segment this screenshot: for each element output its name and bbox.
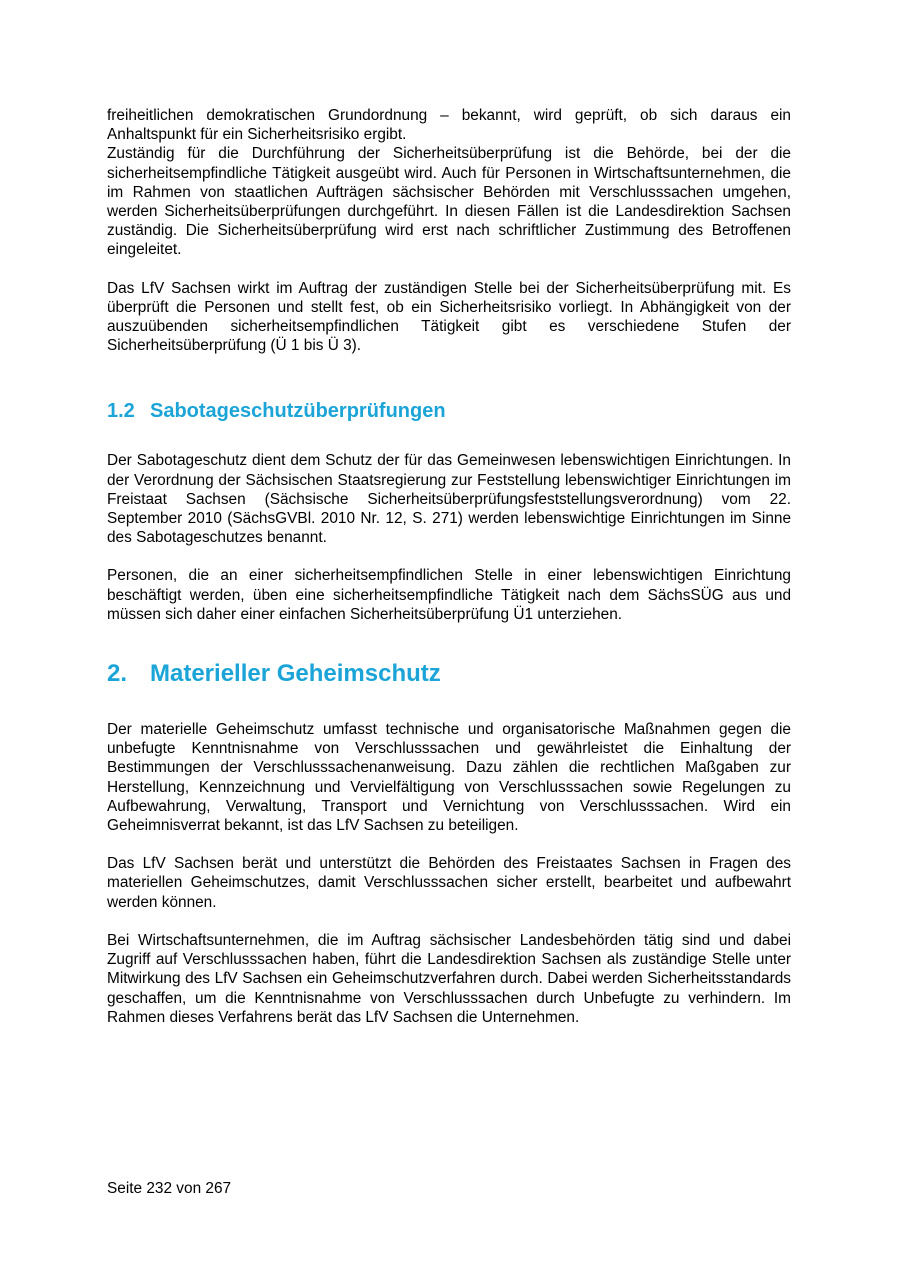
paragraph: Personen, die an einer sicherheitsempfindlichen Stelle in einer lebenswichtigen Einrichtung beschäftigt werden, üben eine sicherheitsempfindliche Tätigkeit nach dem SächsSÜG aus und müssen sich daher einer einfachen Sicherheitsüberprüfung Ü1 unterziehen. bbox=[107, 567, 791, 623]
paragraph: Der materielle Geheimschutz umfasst technische und organisatorische Maßnahmen gegen die unbefugte Kenntnisnahme von Verschlusssachen und gewährleistet die Einhaltung der Bestimmungen der Verschlusssachenanweisung. Dazu zählen die rechtlichen Maßgaben zur Herstellung, Kennzeichnung und Vervielfältigung von Verschlusssachen sowie Regelungen zu Aufbewahrung, Verwaltung, Transport und Vernichtung von Verschlusssachen. Wird ein Geheimnisverrat bekannt, ist das LfV Sachsen zu beteiligen. bbox=[107, 721, 791, 835]
paragraph: Das LfV Sachsen wirkt im Auftrag der zuständigen Stelle bei der Sicherheitsüberprüfung mit. Es überprüft die Personen und stellt fest, ob ein Sicherheitsrisiko vorliegt. In Abhängigkeit von der auszuübenden sicherheitsempfindlichen Tätigkeit gibt es verschiedene Stufen der Sicherheitsüberprüfung (Ü 1 bis Ü 3). bbox=[107, 279, 791, 355]
paragraph: Bei Wirtschaftsunternehmen, die im Auftrag sächsischer Landesbehörden tätig sind und dabei Zugriff auf Verschlusssachen haben, führt die Landesdirektion Sachsen als zuständige Stelle unter Mitwirkung des LfV Sachsen ein Geheimschutzverfahren durch. Dabei werden Sicherheitsstandards geschaffen, um die Kenntnisnahme von Verschlusssachen durch Unbefugte zu verhindern. Im Rahmen dieses Verfahrens berät das LfV Sachsen die Unternehmen. bbox=[107, 931, 791, 1026]
page-body bbox=[107, 106, 791, 1027]
paragraph: freiheitlichen demokratischen Grundordnung – bekannt, wird geprüft, ob sich daraus ein Anhaltspunkt für ein Sicherheitsrisiko ergibt. bbox=[107, 107, 791, 144]
section-title: Sabotageschutzüberprüfungen bbox=[150, 400, 446, 423]
paragraph: Das LfV Sachsen berät und unterstützt die Behörden des Freistaates Sachsen in Fragen des materiellen Geheimschutzes, damit Verschlusssachen sicher erstellt, bearbeitet und aufbewahrt werden können. bbox=[107, 855, 791, 911]
paragraph: Der Sabotageschutz dient dem Schutz der für das Gemeinwesen lebenswichtigen Einrichtungen. In der Verordnung der Sächsischen Staatsregierung zur Feststellung lebenswichtiger Einrichtungen im Freistaat Sachsen (Sächsische Sicherheitsüberprüfungsfeststellungsverordnung) vom 22. September 2010 (SächsGVBl. 2010 Nr. 12, S. 271) werden lebenswichtige Einrichtungen im Sinne des Sabotageschutzes benannt. bbox=[107, 452, 791, 547]
section-heading-2 bbox=[107, 660, 791, 688]
page-number: Seite 232 von 267 bbox=[107, 1180, 232, 1197]
section-number: 1.2 bbox=[107, 400, 135, 423]
section-heading-1-2 bbox=[107, 399, 791, 423]
section-number: 2. bbox=[107, 660, 128, 688]
section-title: Materieller Geheimschutz bbox=[150, 660, 441, 688]
paragraph: Zuständig für die Durchführung der Sicherheitsüberprüfung ist die Behörde, bei der die sicherheitsempfindliche Tätigkeit ausgeübt wird. Auch für Personen in Wirtschaftsunternehmen, die im Rahmen von staatlichen Aufträgen sächsischer Behörden mit Verschlusssachen umgehen, werden Sicherheitsüberprüfungen durchgeführt. In diesen Fällen ist die Landesdirektion Sachsen zuständig. Die Sicherheitsüberprüfung wird erst nach schriftlicher Zustimmung des Betroffenen eingeleitet. bbox=[107, 145, 791, 259]
